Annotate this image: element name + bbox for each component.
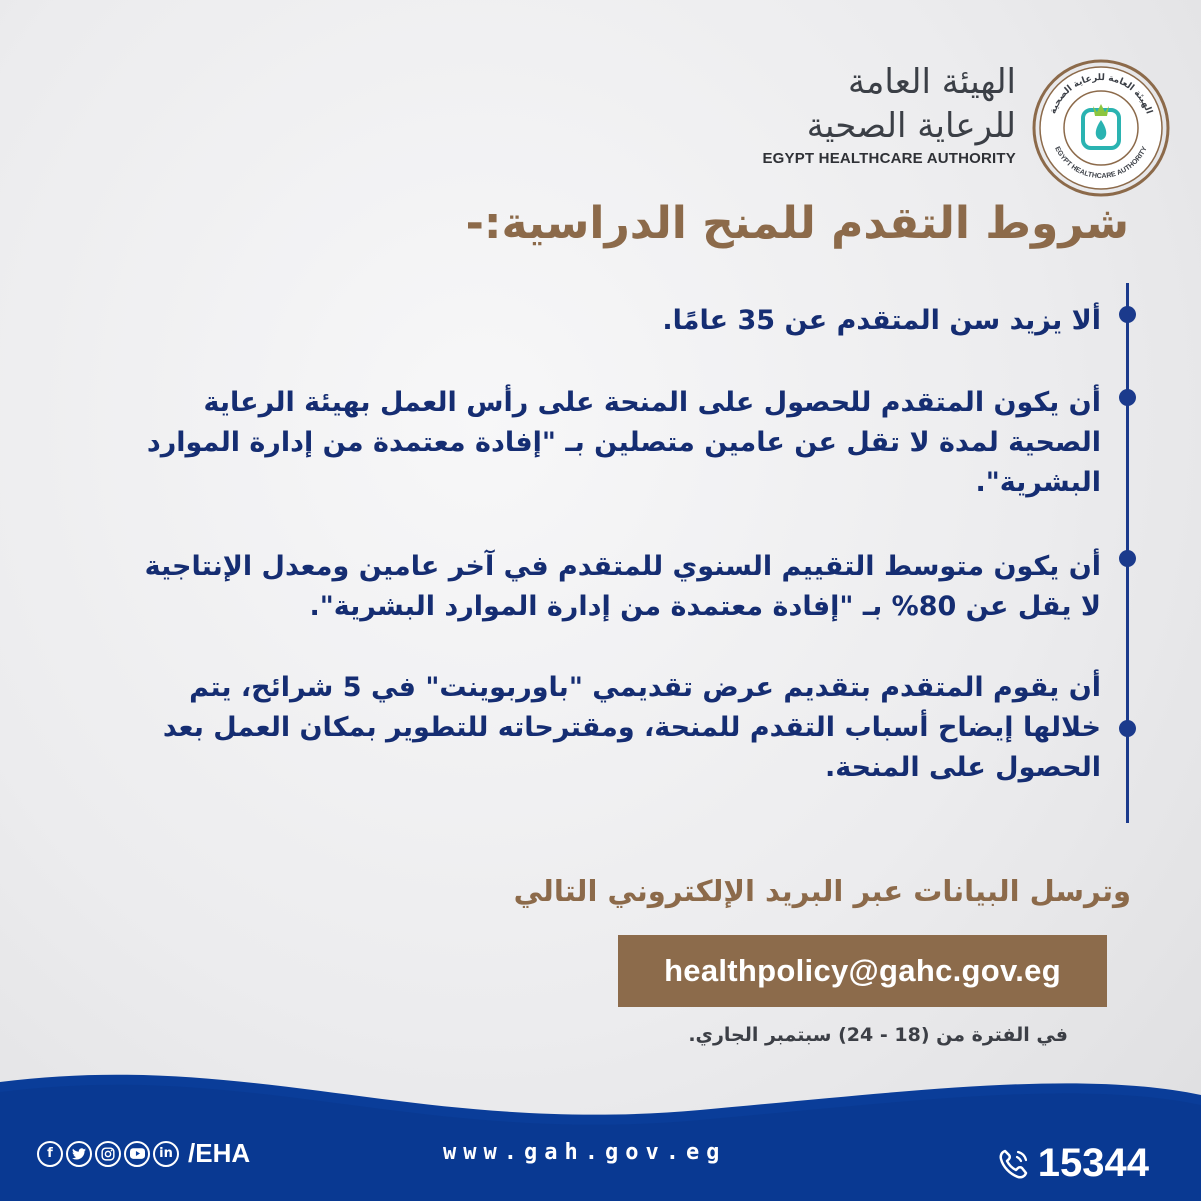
youtube-icon[interactable] <box>124 1141 150 1167</box>
application-period: في الفترة من (18 - 24) سبتمبر الجاري. <box>688 1024 1068 1046</box>
svg-text:EGYPT HEALTHCARE AUTHORITY: EGYPT HEALTHCARE AUTHORITY <box>1053 145 1149 181</box>
phone-icon <box>996 1146 1032 1182</box>
condition-item: أن يقوم المتقدم بتقديم عرض تقديمي "باوربوينت" في 5 شرائح، يتم خلالها إيضاح أسباب التقدم للمنحة، ومقترحاته للتطوير بمكان العمل بعد الحصول على المنحة. <box>162 672 1101 783</box>
page-title: شروط التقدم للمنح الدراسية:- <box>465 198 1129 249</box>
website-link[interactable]: www.gah.gov.eg <box>443 1140 727 1165</box>
hotline <box>996 1141 1149 1186</box>
timeline-dot <box>1119 720 1136 737</box>
linkedin-icon[interactable]: in <box>153 1141 179 1167</box>
condition-item: ألا يزيد سن المتقدم عن 35 عامًا. <box>662 305 1101 336</box>
condition-item: أن يكون متوسط التقييم السنوي للمتقدم في آخر عامين ومعدل الإنتاجية لا يقل عن 80% بـ "إفادة معتمدة من إدارة الموارد البشرية". <box>144 551 1101 622</box>
org-name-en: EGYPT HEALTHCARE AUTHORITY <box>762 150 1016 167</box>
authority-seal-logo <box>1031 58 1171 198</box>
logo-text <box>616 60 1016 167</box>
svg-text:الهيئة العامة للرعاية الصحية: الهيئة العامة للرعاية الصحية <box>1048 72 1154 116</box>
timeline-dot <box>1119 389 1136 406</box>
org-name-ar-line2: للرعاية الصحية <box>806 106 1016 146</box>
hotline-number[interactable]: 15344 <box>1037 1141 1149 1185</box>
org-name-ar-line1: الهيئة العامة <box>847 62 1016 102</box>
instagram-icon[interactable] <box>95 1141 121 1167</box>
social-handle[interactable]: /EHA <box>188 1138 251 1168</box>
twitter-icon[interactable] <box>66 1141 92 1167</box>
timeline-dot <box>1119 550 1136 567</box>
timeline-dot <box>1119 306 1136 323</box>
send-instructions: وترسل البيانات عبر البريد الإلكتروني التالي <box>513 874 1131 908</box>
social-links <box>37 1138 250 1169</box>
email-address[interactable]: healthpolicy@gahc.gov.eg <box>618 935 1107 1007</box>
facebook-icon[interactable]: f <box>37 1141 63 1167</box>
condition-item: أن يكون المتقدم للحصول على المنحة على رأس العمل بهيئة الرعاية الصحية لمدة لا تقل عن عامين متصلين بـ "إفادة معتمدة من إدارة الموارد البشرية". <box>146 387 1101 498</box>
